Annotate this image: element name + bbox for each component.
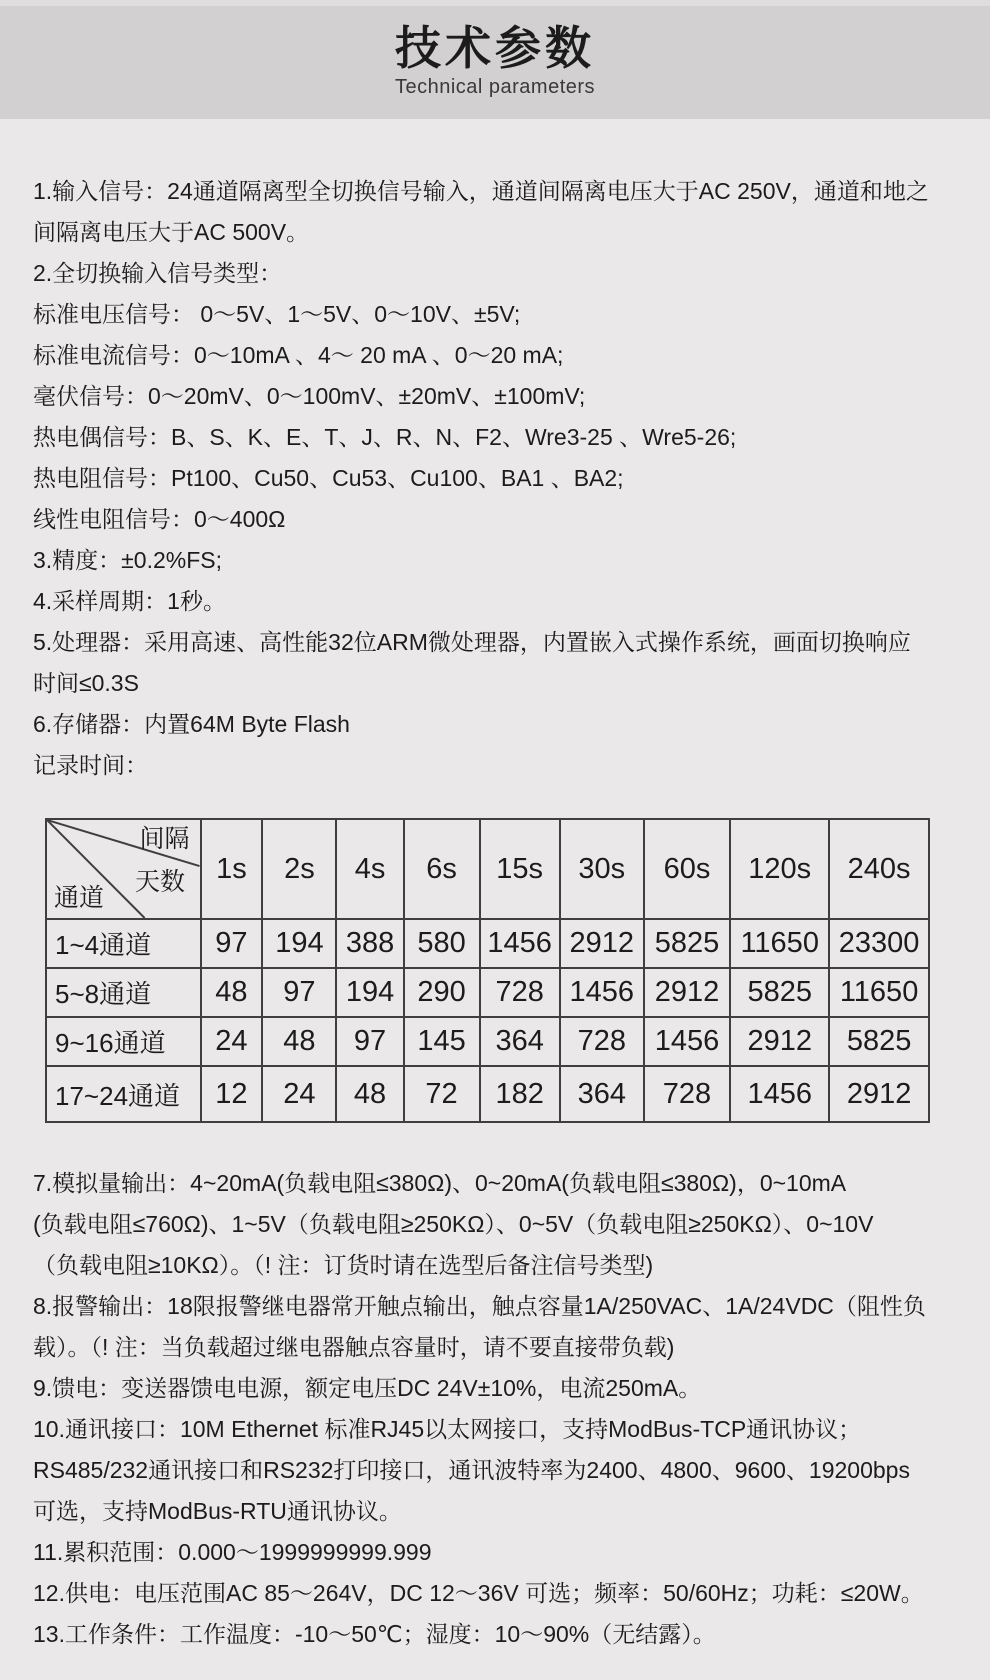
spec-text-line: 1.输入信号：24通道隔离型全切换信号输入，通道间隔离电压大于AC 250V，通道和地之	[33, 178, 929, 204]
record-days-cell: 72	[404, 1066, 480, 1122]
spec-text-line: 11.累积范围：0.000～1999999999.999	[33, 1539, 432, 1565]
record-days-cell: 24	[201, 1017, 263, 1066]
record-days-cell: 182	[480, 1066, 560, 1122]
spec-text-line: 10.通讯接口：10M Ethernet 标准RJ45以太网接口，支持ModBus-TCP通讯协议；	[33, 1416, 862, 1442]
record-days-cell: 2912	[829, 1066, 929, 1122]
record-days-cell: 2912	[644, 968, 731, 1017]
spec-text-line: 载）。（! 注：当负载超过继电器触点容量时，请不要直接带负载)	[33, 1334, 675, 1360]
record-days-cell: 5825	[644, 919, 731, 968]
record-days-cell: 97	[201, 919, 263, 968]
record-days-cell: 145	[404, 1017, 480, 1066]
record-days-cell: 5825	[829, 1017, 929, 1066]
spec-text-line: 可选，支持ModBus-RTU通讯协议。	[33, 1498, 402, 1524]
interval-column-header: 6s	[404, 819, 480, 919]
record-days-cell: 194	[336, 968, 403, 1017]
spec-text-line: RS485/232通讯接口和RS232打印接口，通讯波特率为2400、4800、9600、19200bps	[33, 1457, 910, 1483]
spec-text-line: (负载电阻≤760Ω)、1~5V（负载电阻≥250KΩ）、0~5V（负载电阻≥250KΩ）、0~10V	[33, 1211, 874, 1237]
interval-column-header: 60s	[644, 819, 731, 919]
table-row	[46, 1066, 929, 1122]
spec-text-line: 9.馈电：变送器馈电电源，额定电压DC 24V±10%，电流250mA。	[33, 1375, 702, 1401]
spec-text-line: 6.存储器：内置64M Byte Flash	[33, 711, 350, 737]
record-days-cell: 48	[336, 1066, 403, 1122]
spec-text-line: 记录时间：	[33, 752, 148, 778]
record-days-cell: 2912	[730, 1017, 829, 1066]
page-title: 技术参数	[395, 22, 595, 74]
channel-row-label: 17~24通道	[46, 1066, 201, 1122]
header-banner	[0, 6, 990, 119]
spec-text-line: 4.采样周期：1秒。	[33, 588, 226, 614]
page-subtitle: Technical parameters	[394, 76, 596, 98]
record-days-cell: 728	[480, 968, 560, 1017]
spec-content	[0, 119, 990, 1655]
interval-column-header: 120s	[730, 819, 829, 919]
channel-row-label: 9~16通道	[46, 1017, 201, 1066]
spec-text-line: 间隔离电压大于AC 500V。	[33, 219, 310, 245]
spec-text-line: 3.精度：±0.2%FS;	[33, 547, 223, 573]
spec-text-line: 5.处理器：采用高速、高性能32位ARM微处理器，内置嵌入式操作系统，画面切换响应	[33, 629, 911, 655]
corner-label-days: 天数	[135, 868, 186, 896]
spec-text-line: （负载电阻≥10KΩ）。（! 注：订货时请在选型后备注信号类型)	[33, 1252, 654, 1278]
spec-text-line: 标准电流信号：0～10mA 、4～ 20 mA 、0～20 mA;	[33, 342, 564, 368]
record-days-cell: 1456	[560, 968, 644, 1017]
record-days-cell: 97	[336, 1017, 403, 1066]
record-days-cell: 48	[201, 968, 263, 1017]
interval-column-header: 30s	[560, 819, 644, 919]
spec-text-line: 12.供电：电压范围AC 85～264V，DC 12～36V 可选；频率：50/60Hz；功耗：≤20W。	[33, 1580, 924, 1606]
spec-text-line: 标准电压信号： 0～5V、1～5V、0～10V、±5V;	[33, 301, 521, 327]
corner-label-interval: 间隔	[139, 825, 190, 853]
record-days-cell: 5825	[730, 968, 829, 1017]
spec-text-line: 热电偶信号：B、S、K、E、T、J、R、N、F2、Wre3-25 、Wre5-26;	[33, 424, 737, 450]
table-row	[46, 968, 929, 1017]
interval-column-header: 4s	[336, 819, 403, 919]
interval-column-header: 15s	[480, 819, 560, 919]
record-days-cell: 11650	[730, 919, 829, 968]
record-days-cell: 364	[560, 1066, 644, 1122]
record-days-cell: 364	[480, 1017, 560, 1066]
record-days-cell: 580	[404, 919, 480, 968]
table-row	[46, 919, 929, 968]
interval-column-header: 240s	[829, 819, 929, 919]
record-days-cell: 290	[404, 968, 480, 1017]
channel-row-label: 5~8通道	[46, 968, 201, 1017]
table-row	[46, 1017, 929, 1066]
table-corner-cell	[46, 819, 201, 919]
record-days-cell: 728	[644, 1066, 731, 1122]
record-days-cell: 48	[262, 1017, 336, 1066]
record-days-cell: 2912	[560, 919, 644, 968]
record-days-cell: 194	[262, 919, 336, 968]
corner-label-channel: 通道	[54, 884, 105, 912]
spec-text-line: 毫伏信号：0～20mV、0～100mV、±20mV、±100mV;	[33, 383, 586, 409]
record-days-cell: 12	[201, 1066, 263, 1122]
channel-row-label: 1~4通道	[46, 919, 201, 968]
spec-text-line: 8.报警输出：18限报警继电器常开触点输出，触点容量1A/250VAC、1A/24VDC（阻性负	[33, 1293, 926, 1319]
record-days-cell: 1456	[480, 919, 560, 968]
interval-column-header: 1s	[201, 819, 263, 919]
interval-column-header: 2s	[262, 819, 336, 919]
spec-list-bottom	[33, 1163, 957, 1655]
table-header-row	[46, 819, 929, 919]
spec-text-line: 13.工作条件：工作温度：-10～50℃；湿度：10～90%（无结露）。	[33, 1621, 716, 1647]
record-days-cell: 24	[262, 1066, 336, 1122]
record-days-cell: 23300	[829, 919, 929, 968]
record-days-cell: 388	[336, 919, 403, 968]
spec-text-line: 线性电阻信号：0～400Ω	[33, 506, 286, 532]
record-days-cell: 97	[262, 968, 336, 1017]
spec-text-line: 时间≤0.3S	[33, 670, 139, 696]
spec-text-line: 2.全切换输入信号类型：	[33, 260, 283, 286]
record-days-cell: 1456	[644, 1017, 731, 1066]
record-days-cell: 1456	[730, 1066, 829, 1122]
record-days-cell: 11650	[829, 968, 929, 1017]
spec-list-top	[33, 171, 957, 786]
record-days-cell: 728	[560, 1017, 644, 1066]
recording-time-table	[45, 818, 930, 1123]
spec-text-line: 热电阻信号：Pt100、Cu50、Cu53、Cu100、BA1 、BA2;	[33, 465, 624, 491]
spec-text-line: 7.模拟量输出：4~20mA(负载电阻≤380Ω)、0~20mA(负载电阻≤380Ω)，0~10mA	[33, 1170, 847, 1196]
